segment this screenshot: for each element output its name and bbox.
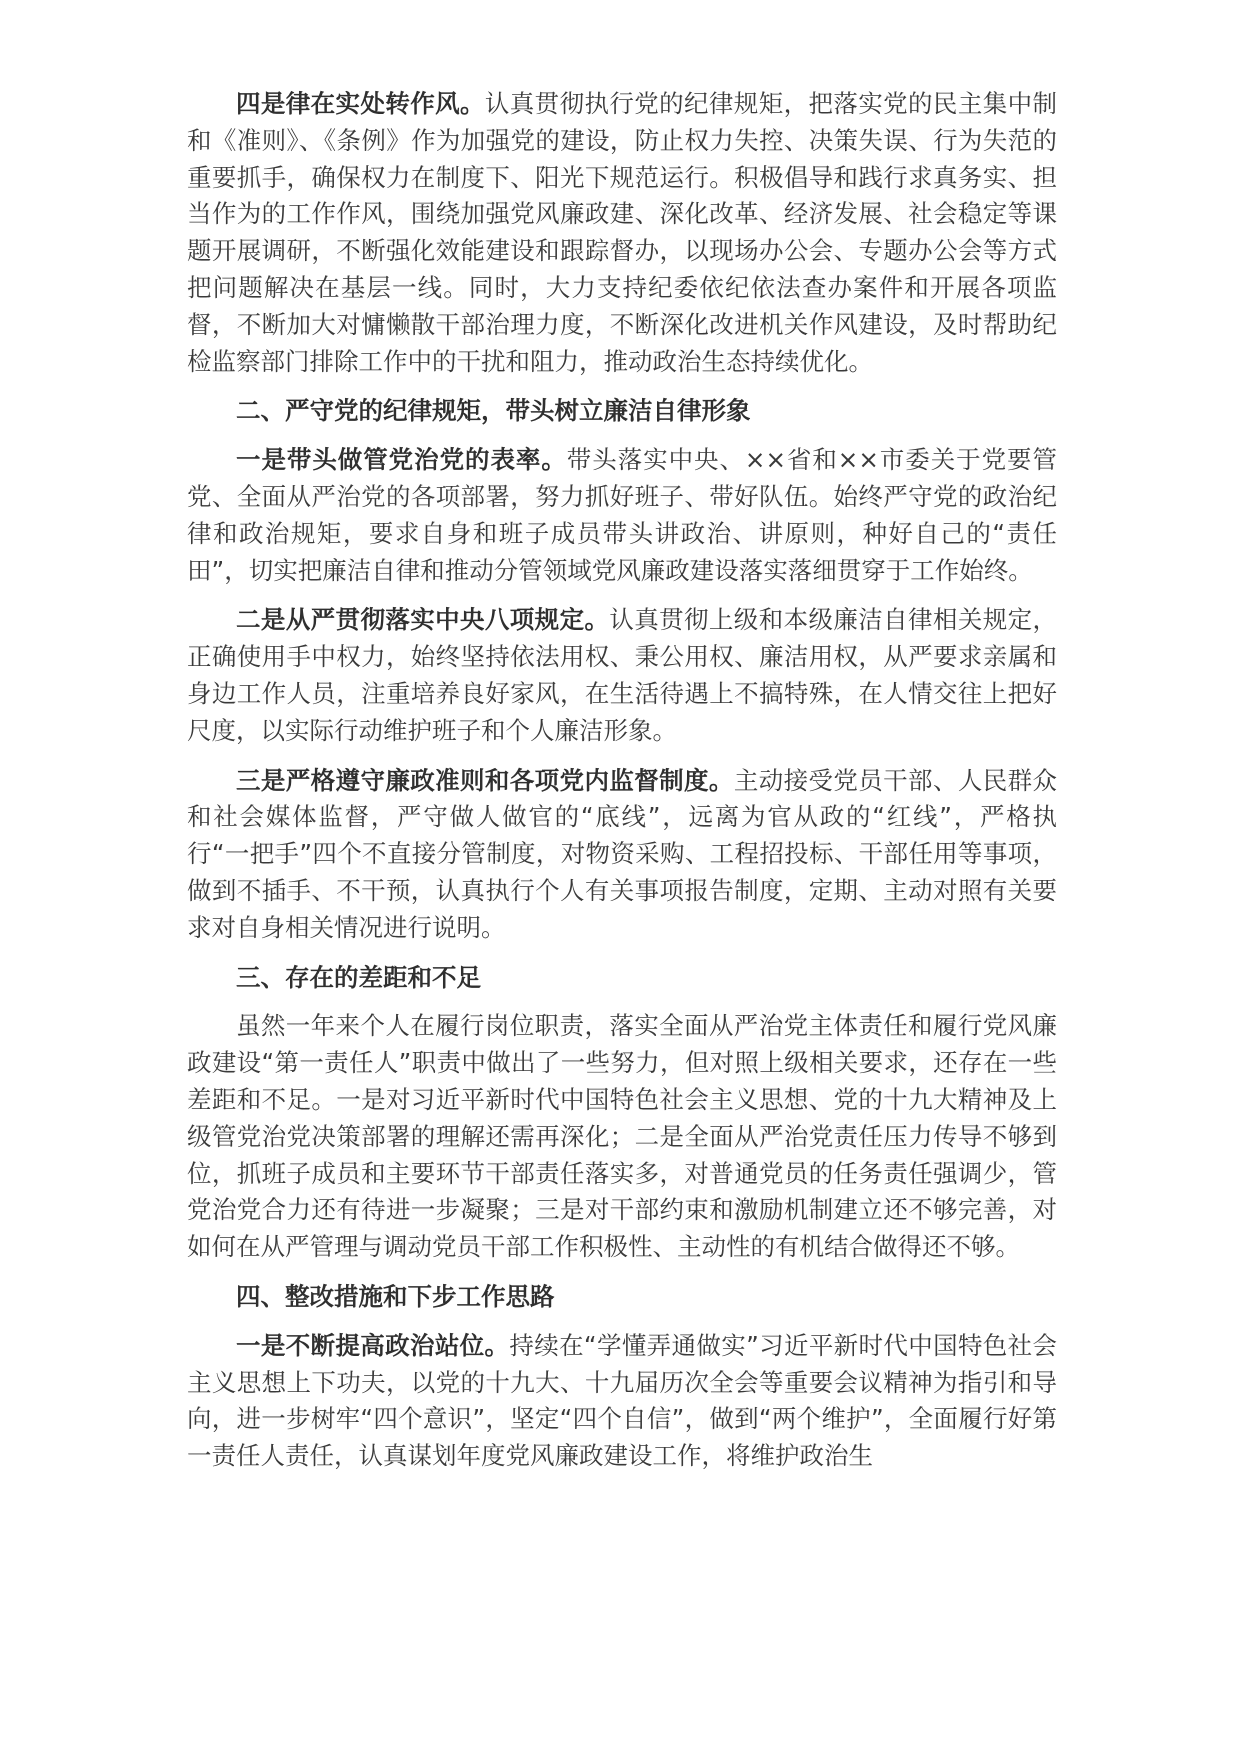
paragraph-four-discipline-style (187, 86, 1057, 380)
paragraph-lead: 四是律在实处转作风。 (236, 89, 485, 118)
paragraph-body: 认真贯彻上级和本级廉洁自律相关规定，正确使用手中权力，始终坚持依法用权、秉公用权、廉洁用权，从严要求亲属和身边工作人员，注重培养良好家风，在生活待遇上不搞特殊，在人情交往上把好尺度，以实际行动维护班子和个人廉洁形象。 (187, 605, 1057, 745)
paragraph-three-supervision (187, 763, 1057, 947)
paragraph-one-political-standing (187, 1328, 1057, 1475)
paragraph-body: 持续在“学懂弄通做实”习近平新时代中国特色社会主义思想上下功夫，以党的十九大、十九届历次全会等重要会议精神为指引和导向，进一步树牢“四个意识”，坚定“四个自信”，做到“两个维护”，全面履行好第一责任人责任，认真谋划年度党风廉政建设工作，将维护政治生 (187, 1330, 1057, 1471)
paragraph-lead: 三是严格遵守廉政准则和各项党内监督制度。 (236, 765, 734, 795)
paragraph-one-lead-by-example (187, 442, 1057, 589)
paragraph-two-eight-regulations (187, 602, 1057, 749)
paragraph-body: 主动接受党员干部、人民群众和社会媒体监督，严守做人做官的“底线”，远离为官从政的“红线”，严格执行“一把手”四个不直接分管制度，对物资采购、工程招投标、干部任用等事项，做到不插手、不干预，认真执行个人有关事项报告制度，定期、主动对照有关要求对自身相关情况进行说明。 (187, 765, 1057, 942)
paragraph-shortcomings (187, 1008, 1057, 1266)
paragraph-body: 带头落实中央、××省和××市委关于党要管党、全面从严治党的各项部署，努力抓好班子、带好队伍。始终严守党的政治纪律和政治规矩，要求自身和班子成员带头讲政治、讲原则，种好自己的“责任田”，切实把廉洁自律和推动分管领域党风廉政建设落实落细贯穿于工作始终。 (187, 445, 1057, 585)
paragraph-body: 虽然一年来个人在履行岗位职责，落实全面从严治党主体责任和履行党风廉政建设“第一责任人”职责中做出了一些努力，但对照上级相关要求，还存在一些差距和不足。一是对习近平新时代中国特色社会主义思想、党的十九大精神及上级管党治党决策部署的理解还需再深化；二是全面从严治党责任压力传导不够到位，抓班子成员和主要环节干部责任落实多，对普通党员的任务责任强调少，管党治党合力还有待进一步凝聚；三是对干部约束和激励机制建立还不够完善，对如何在从严管理与调动党员干部工作积极性、主动性的有机结合做得还不够。 (187, 1011, 1057, 1262)
section-heading-2: 二、严守党的纪律规矩，带头树立廉洁自律形象 (236, 396, 751, 426)
paragraph-lead: 二是从严贯彻落实中央八项规定。 (236, 605, 610, 635)
paragraph-body: 认真贯彻执行党的纪律规矩，把落实党的民主集中制和《准则》、《条例》作为加强党的建设，防止权力失控、决策失误、行为失范的重要抓手，确保权力在制度下、阳光下规范运行。积极倡导和践行求真务实、担当作为的工作作风，围绕加强党风廉政建、深化改革、经济发展、社会稳定等课题开展调研，不断强化效能建设和跟踪督办，以现场办公会、专题办公会等方式把问题解决在基层一线。同时，大力支持纪委依纪依法查办案件和开展各项监督，不断加大对慵懒散干部治理力度，不断深化改进机关作风建设，及时帮助纪检监察部门排除工作中的干扰和阻力，推动政治生态持续优化。 (187, 89, 1057, 376)
section-heading-3: 三、存在的差距和不足 (236, 962, 481, 992)
section-heading-4: 四、整改措施和下步工作思路 (236, 1281, 555, 1311)
paragraph-lead: 一是带头做管党治党的表率。 (236, 445, 567, 475)
paragraph-lead: 一是不断提高政治站位。 (236, 1330, 510, 1360)
document-page (187, 86, 1057, 1488)
